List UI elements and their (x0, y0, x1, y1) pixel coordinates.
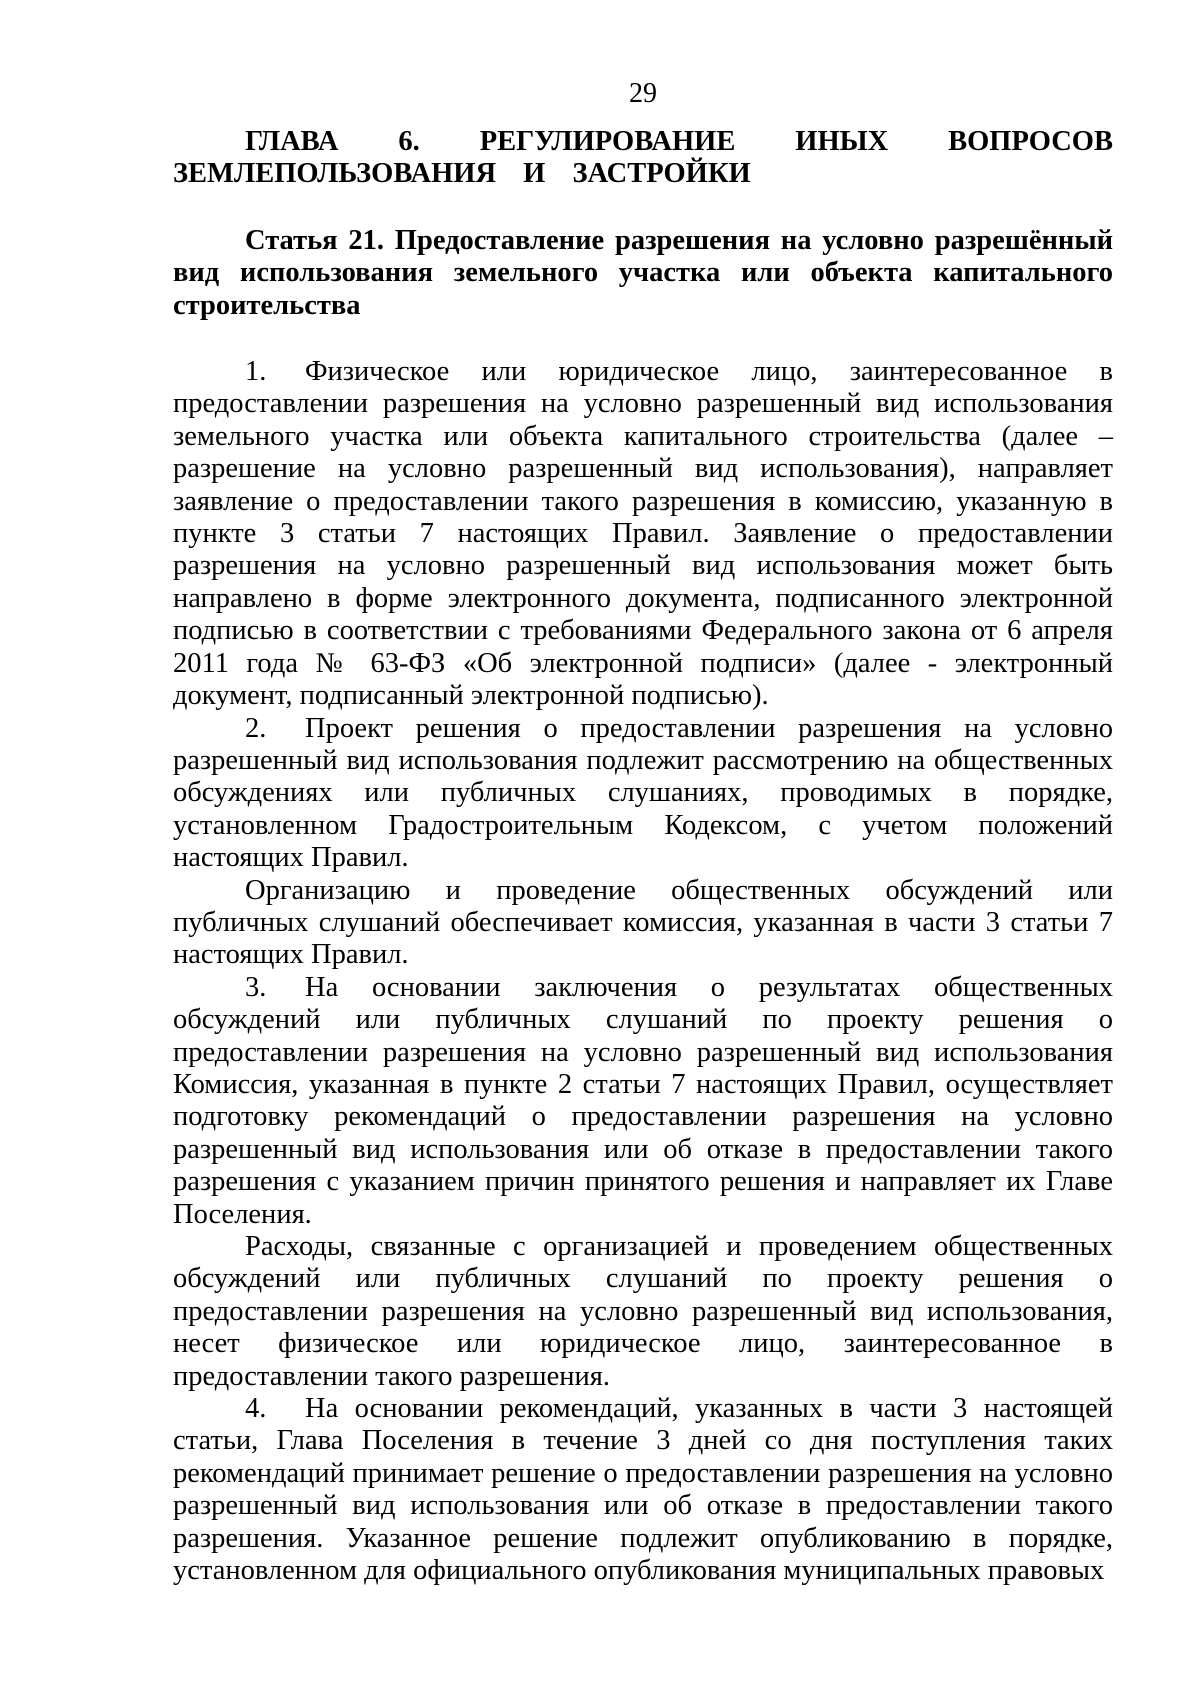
paragraph-2 (173, 713, 1113, 875)
paragraph-text: На основании заключения о результатах общественных обсуждений или публичных слушаний по проекту решения о предоставлении разрешения на условно разрешенный вид использования Комиссия, указанная в пункте 2 статьи 7 настоящих Правил, осуществляет подготовку рекомендаций о предоставлении разрешения на условно разрешенный вид использования или об отказе в предоставлении такого разрешения с указанием причин принятого решения и направляет их Главе Поселения. (173, 971, 1113, 1230)
page-number: 29 (629, 78, 657, 109)
paragraph-text: Проект решения о предоставлении разрешения на условно разрешенный вид использования подлежит рассмотрению на общественных обсуждениях или публичных слушаниях, проводимых в порядке, установленном Градостроительным Кодексом, с учетом положений настоящих Правил. (173, 712, 1113, 874)
paragraph-number: 4. (245, 1393, 267, 1425)
paragraph-4 (173, 1393, 1113, 1587)
paragraph-number: 1. (245, 356, 267, 388)
paragraph-3-continued (173, 1231, 1113, 1393)
paragraph-text: Расходы, связанные с организацией и проведением общественных обсуждений или публичных слушаний по проекту решения о предоставлении разрешения на условно разрешенный вид использования, несет физическое или юридическое лицо, заинтересованное в предоставлении такого разрешения. (173, 1231, 1113, 1392)
paragraph-1 (173, 356, 1113, 712)
paragraph-2-continued (173, 875, 1113, 972)
paragraph-number: 2. (245, 712, 267, 744)
paragraph-text: На основании рекомендаций, указанных в части 3 настоящей статьи, Глава Поселения в течение 3 дней со дня поступления таких рекомендаций принимает решение о предоставлении разрешения на условно разрешенный вид использования или об отказе в предоставлении такого разрешения. Указанное решение подлежит опубликованию в порядке, установленном для официального опубликования муниципальных правовых (173, 1393, 1113, 1587)
chapter-title: ГЛАВА 6. РЕГУЛИРОВАНИЕ ИНЫХ ВОПРОСОВ ЗЕМЛЕПОЛЬЗОВАНИЯ И ЗАСТРОЙКИ (173, 126, 1113, 190)
article-body (173, 356, 1113, 1587)
paragraph-number: 3. (245, 971, 267, 1003)
paragraph-3 (173, 972, 1113, 1231)
paragraph-text: Физическое или юридическое лицо, заинтересованное в предоставлении разрешения на условно разрешенный вид использования земельного участка или объекта капитального строительства (далее – разрешение на условно разрешенный вид использования), направляет заявление о предоставлении такого разрешения в комиссию, указанную в пункте 3 статьи 7 настоящих Правил. Заявление о предоставлении разрешения на условно разрешенный вид использования может быть направлено в форме электронного документа, подписанного электронной подписью в соответствии с требованиями Федерального закона от 6 апреля 2011 года № 63-ФЗ «Об электронной подписи» (далее - электронный документ, подписанный электронной подписью). (173, 356, 1113, 712)
article-title: Статья 21. Предоставление разрешения на условно разрешённый вид использования земельного участка или объекта капитального строительства (173, 224, 1113, 321)
paragraph-text: Организацию и проведение общественных обсуждений или публичных слушаний обеспечивает комиссия, указанная в части 3 статьи 7 настоящих Правил. (173, 874, 1113, 971)
document-page (173, 78, 1113, 1587)
